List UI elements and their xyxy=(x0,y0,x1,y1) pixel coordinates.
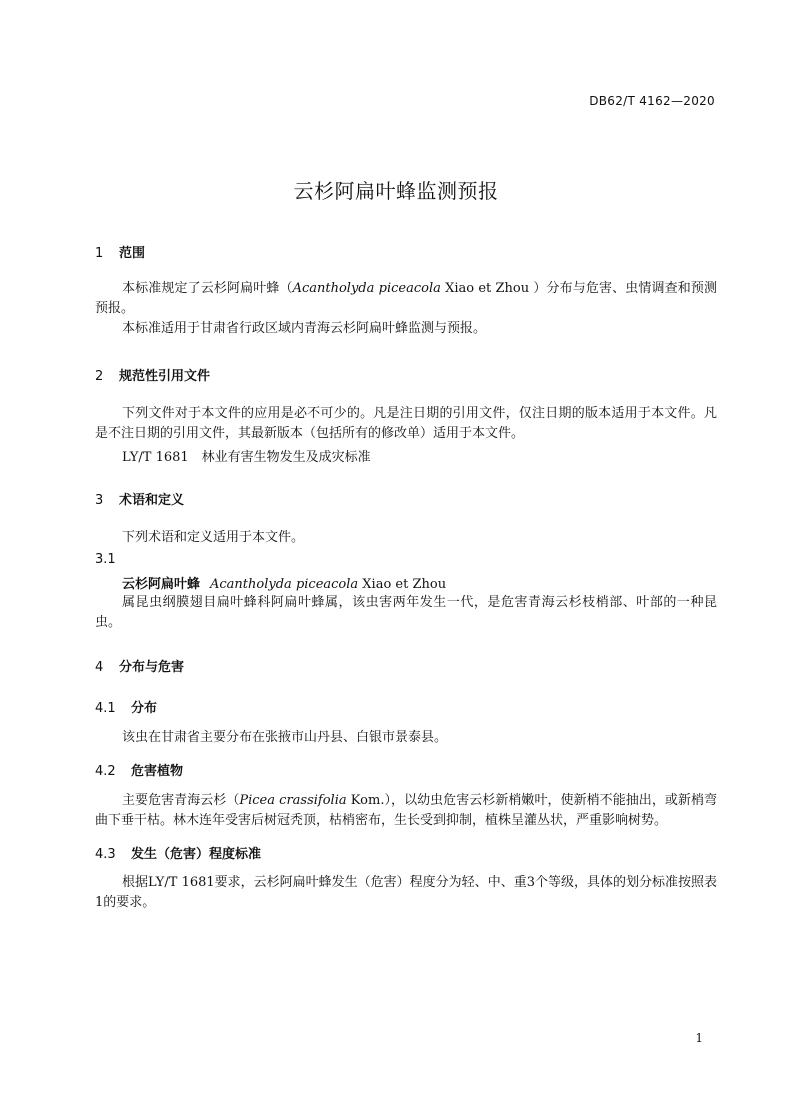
scientific-name: Picea crassifolia xyxy=(239,793,347,808)
section-2-paragraph-1: 下列文件对于本文件的应用是必不可少的。凡是注日期的引用文件，仅注日期的版本适用于本文件。凡是不注日期的引用文件，其最新版本（包括所有的修改单）适用于本文件。 xyxy=(95,406,717,441)
term-author: Xiao et Zhou xyxy=(358,577,447,592)
subsection-4-2-paragraph xyxy=(95,791,717,831)
normative-reference: LY/T 1681 林业有害生物发生及成灾标准 xyxy=(122,450,371,465)
section-number: 3 xyxy=(95,493,104,508)
section-2-heading xyxy=(95,365,210,384)
subsection-number: 4.3 xyxy=(95,847,116,862)
term-entry xyxy=(122,573,446,592)
subsection-title: 危害植物 xyxy=(131,764,184,779)
section-1-paragraph-1 xyxy=(95,279,717,319)
section-number: 2 xyxy=(95,369,104,384)
section-3-paragraph-1: 下列术语和定义适用于本文件。 xyxy=(122,530,305,545)
subsection-number: 4.1 xyxy=(95,701,116,716)
subsection-number: 4.2 xyxy=(95,764,116,779)
section-title: 分布与危害 xyxy=(119,660,185,675)
subsection-4-1-paragraph: 该虫在甘肃省主要分布在张掖市山丹县、白银市景泰县。 xyxy=(122,730,448,745)
subsection-title: 分布 xyxy=(131,701,158,716)
subsection-3-1-number: 3.1 xyxy=(95,552,116,567)
section-number: 4 xyxy=(95,660,104,675)
subsection-4-2-heading xyxy=(95,760,183,779)
document-code: DB62/T 4162—2020 xyxy=(589,94,715,108)
term-scientific-name: Acantholyda piceacola xyxy=(210,577,359,592)
section-1-paragraph-2: 本标准适用于甘肃省行政区域内青海云杉阿扁叶蜂监测与预报。 xyxy=(122,321,487,336)
document-title: 云杉阿扁叶蜂监测预报 xyxy=(293,179,499,203)
section-1-heading xyxy=(95,242,145,261)
subsection-4-3-heading xyxy=(95,843,261,862)
section-3-heading xyxy=(95,489,184,508)
text: Kom.），以幼虫危害云杉新梢嫩叶，使新梢不能抽出，或新梢弯曲下垂干枯。林木连年受害后树冠秃顶，枯梢密布，生长受到抑制，植株呈灌丛状，严重影响树势。 xyxy=(95,793,717,828)
section-title: 范围 xyxy=(119,246,146,261)
text: 本标准规定了云杉阿扁叶蜂（ xyxy=(122,281,293,296)
section-title: 术语和定义 xyxy=(119,493,185,508)
subsection-4-1-heading xyxy=(95,697,157,716)
section-title: 规范性引用文件 xyxy=(119,369,211,384)
text: Xiao et Zhou ）分布与危害、虫情调查和预测预报。 xyxy=(95,281,717,316)
term-chinese: 云杉阿扁叶蜂 xyxy=(122,577,201,592)
subsection-4-3-paragraph: 根据LY/T 1681要求，云杉阿扁叶蜂发生（危害）程度分为轻、中、重3个等级，具体的划分标准按照表1的要求。 xyxy=(95,875,717,910)
scientific-name: Acantholyda piceacola xyxy=(292,281,441,296)
text: 主要危害青海云杉（ xyxy=(122,793,240,808)
section-4-heading xyxy=(95,656,184,675)
subsection-title: 发生（危害）程度标准 xyxy=(131,847,262,862)
section-number: 1 xyxy=(95,246,104,261)
term-definition: 属昆虫纲膜翅目扁叶蜂科阿扁叶蜂属，该虫害两年发生一代，是危害青海云杉枝梢部、叶部的一种昆虫。 xyxy=(95,595,717,630)
page-number: 1 xyxy=(695,1031,703,1045)
